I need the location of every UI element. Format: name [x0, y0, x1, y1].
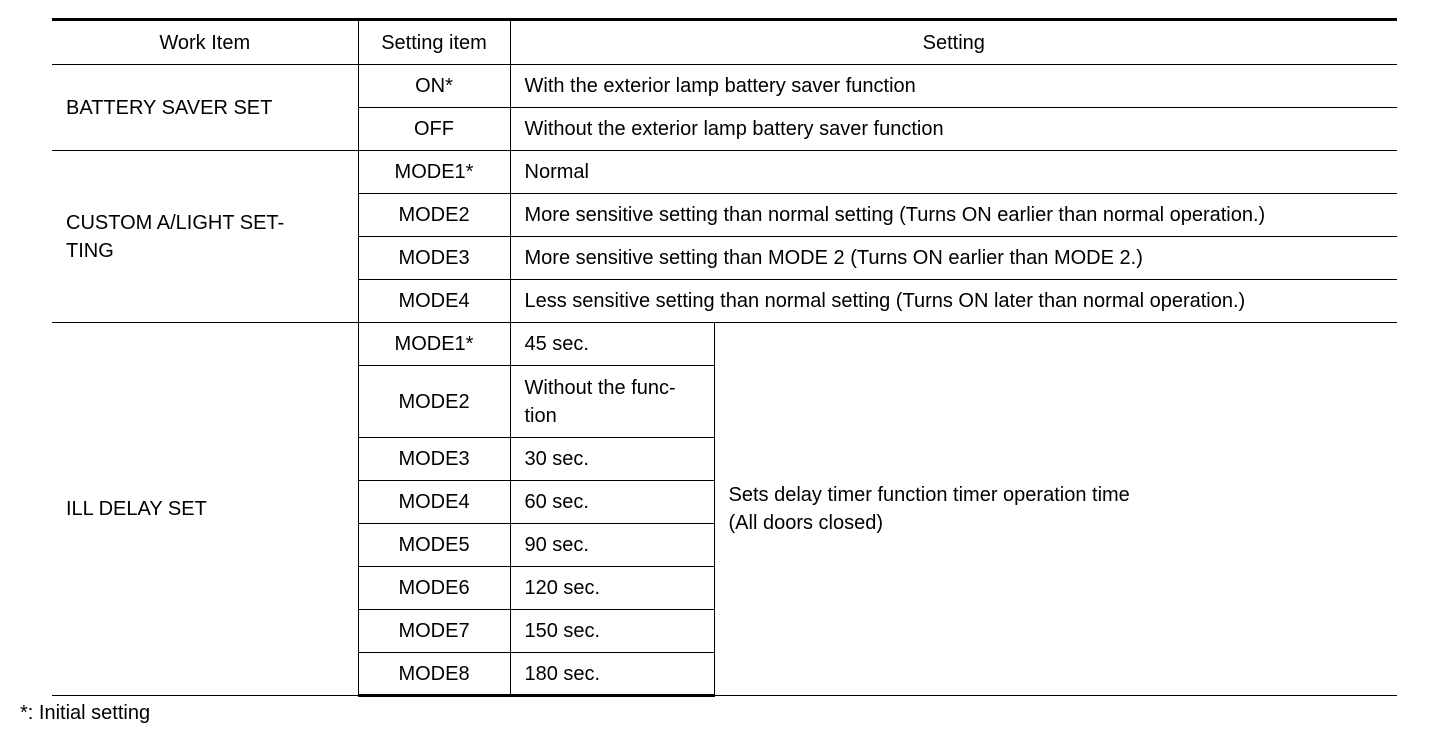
setting-cell: 90 sec.	[510, 524, 714, 567]
ill-delay-description: Sets delay timer function timer operation time (All doors closed)	[714, 323, 1397, 696]
setting-item-cell: MODE4	[358, 280, 510, 323]
table-row	[52, 65, 1397, 108]
setting-cell: More sensitive setting than normal setting (Turns ON earlier than normal operation.)	[510, 194, 1397, 237]
setting-item-cell: MODE4	[358, 481, 510, 524]
setting-cell: 45 sec.	[510, 323, 714, 366]
work-item-custom-alight: CUSTOM A/LIGHT SET- TING	[52, 151, 358, 323]
setting-item-cell: MODE8	[358, 653, 510, 696]
setting-cell: 30 sec.	[510, 438, 714, 481]
setting-cell: Without the func- tion	[510, 366, 714, 438]
header-work-item: Work Item	[52, 20, 358, 65]
setting-item-cell: MODE1*	[358, 151, 510, 194]
setting-item-cell: MODE5	[358, 524, 510, 567]
setting-cell: 150 sec.	[510, 610, 714, 653]
header-row	[52, 20, 1397, 65]
setting-cell: Without the exterior lamp battery saver function	[510, 108, 1397, 151]
table-row	[52, 323, 1397, 366]
setting-item-cell: MODE2	[358, 194, 510, 237]
setting-cell: 60 sec.	[510, 481, 714, 524]
setting-item-cell: MODE1*	[358, 323, 510, 366]
setting-item-cell: MODE3	[358, 237, 510, 280]
setting-cell: With the exterior lamp battery saver function	[510, 65, 1397, 108]
setting-item-cell: OFF	[358, 108, 510, 151]
setting-item-cell: MODE3	[358, 438, 510, 481]
setting-item-cell: MODE2	[358, 366, 510, 438]
setting-item-cell: ON*	[358, 65, 510, 108]
setting-item-cell: MODE6	[358, 567, 510, 610]
header-setting-item: Setting item	[358, 20, 510, 65]
setting-cell: Less sensitive setting than normal setting (Turns ON later than normal operation.)	[510, 280, 1397, 323]
header-setting: Setting	[510, 20, 1397, 65]
setting-cell: 120 sec.	[510, 567, 714, 610]
setting-item-cell: MODE7	[358, 610, 510, 653]
work-item-battery-saver: BATTERY SAVER SET	[52, 65, 358, 151]
setting-cell: Normal	[510, 151, 1397, 194]
work-item-ill-delay: ILL DELAY SET	[52, 323, 358, 696]
table-row	[52, 151, 1397, 194]
work-support-table	[52, 18, 1397, 697]
setting-cell: 180 sec.	[510, 653, 714, 696]
setting-cell: More sensitive setting than MODE 2 (Turns ON earlier than MODE 2.)	[510, 237, 1397, 280]
footnote: *: Initial setting	[20, 702, 151, 724]
